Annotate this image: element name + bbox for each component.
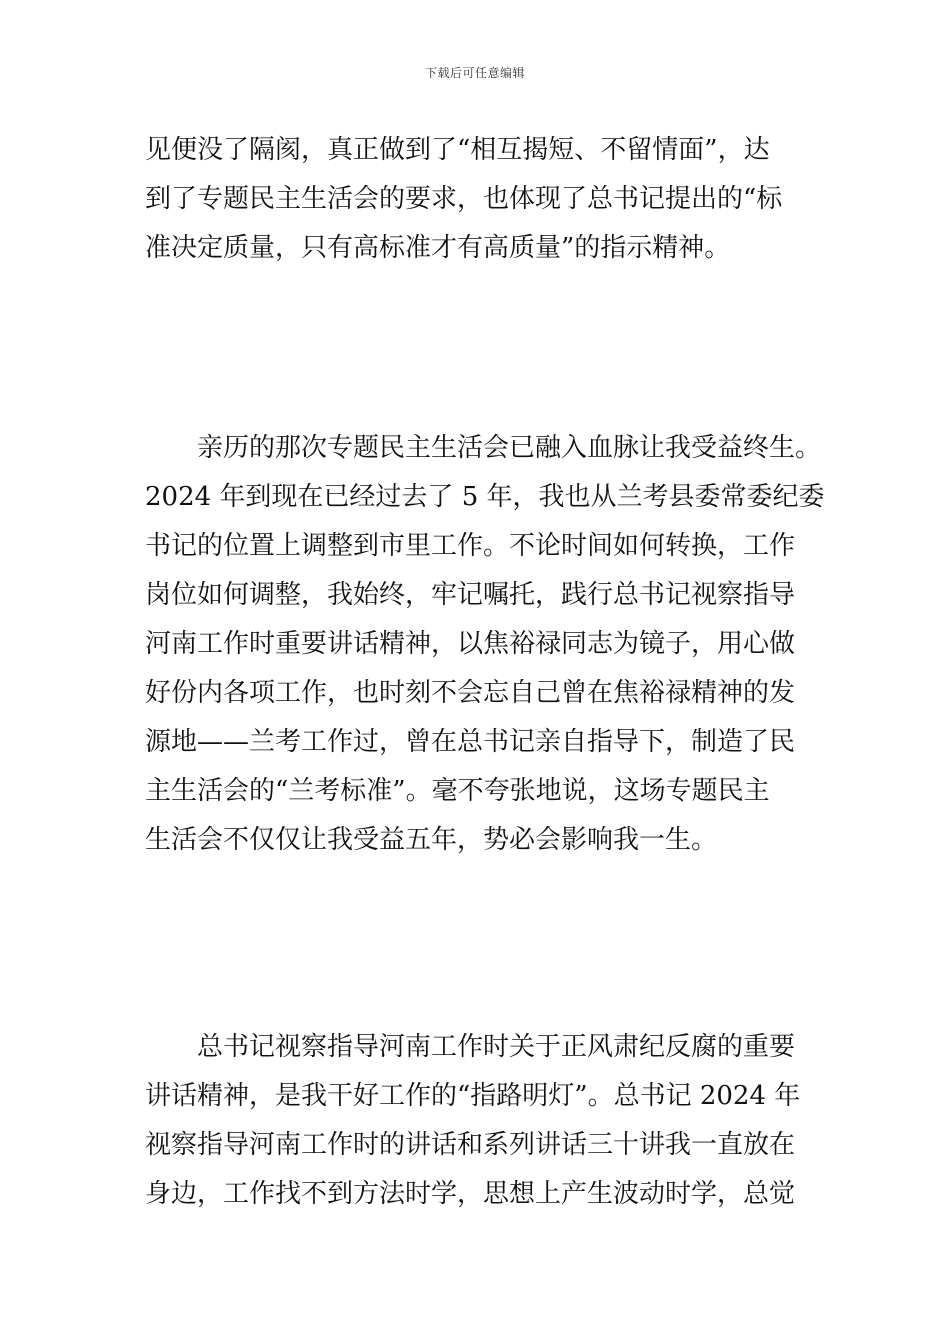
text-line: 生活会不仅仅让我受益五年，势必会影响我一生。: [145, 825, 718, 855]
text-line: 身边，工作找不到方法时学，思想上产生波动时学，总觉: [145, 1179, 796, 1209]
text-line: 好份内各项工作，也时刻不会忘自己曾在焦裕禄精神的发: [145, 678, 796, 708]
text-line: 准决定质量，只有高标准才有高质量”的指示精神。: [145, 233, 731, 263]
paragraph-1: [145, 126, 810, 273]
page-header: 下载后可任意编辑: [424, 66, 525, 80]
text-line: 见便没了隔阂，真正做到了“相互揭短、不留情面”，达: [145, 135, 770, 165]
text-line: 视察指导河南工作时的讲话和系列讲话三十讲我一直放在: [145, 1130, 796, 1160]
text-line: 书记的位置上调整到市里工作。不论时间如何转换，工作: [145, 531, 796, 561]
text-line: 河南工作时重要讲话精神，以焦裕禄同志为镜子，用心做: [145, 629, 796, 659]
text-line: 岗位如何调整，我始终，牢记嘱托，践行总书记视察指导: [145, 580, 796, 610]
text-line: 讲话精神，是我干好工作的“指路明灯”。总书记 2024 年: [145, 1081, 801, 1111]
text-line: 源地——兰考工作过，曾在总书记亲自指导下，制造了民: [145, 727, 796, 757]
text-line: 主生活会的“兰考标准”。毫不夸张地说，这场专题民主: [145, 776, 770, 806]
text-line: 亲历的那次专题民主生活会已融入血脉让我受益终生。: [197, 433, 822, 463]
text-line: 到了专题民主生活会的要求，也体现了总书记提出的“标: [145, 184, 783, 214]
paragraph-3: [145, 1023, 810, 1219]
text-line: 总书记视察指导河南工作时关于正风肃纪反腐的重要: [197, 1032, 796, 1062]
text-line: 2024 年到现在已经过去了 5 年，我也从兰考县委常委纪委: [145, 482, 825, 512]
paragraph-2: [145, 424, 825, 865]
